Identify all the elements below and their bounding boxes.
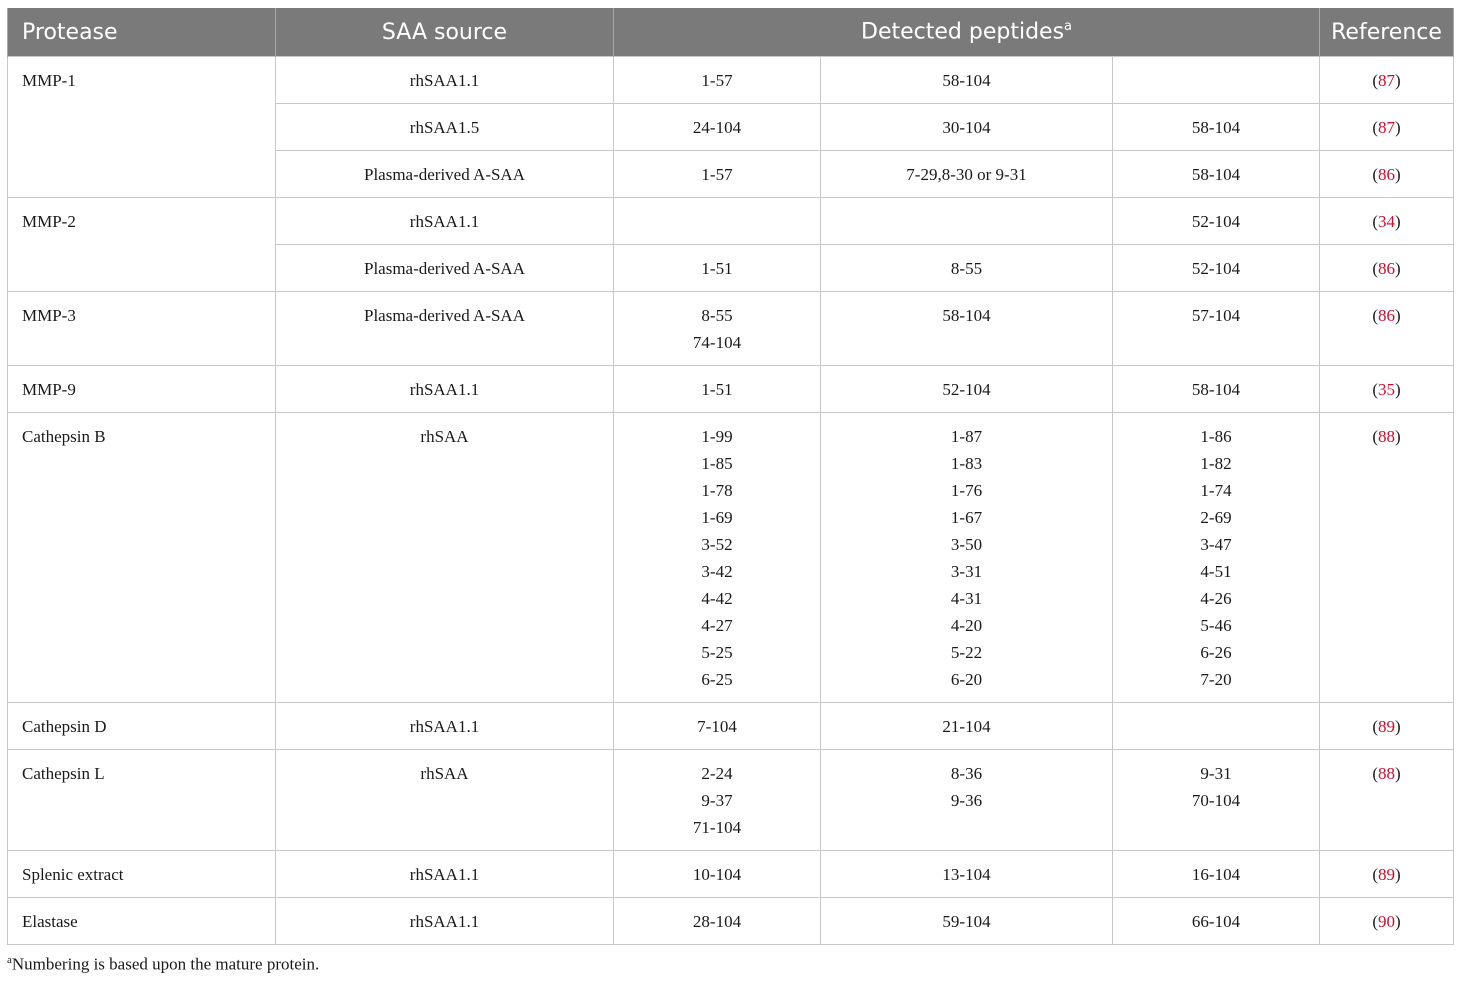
- peptide-range: 1-86: [1200, 427, 1232, 446]
- peptide-range: 7-20: [1200, 670, 1232, 689]
- cell-protease: MMP-2: [8, 198, 276, 245]
- cell-protease: [8, 151, 276, 198]
- table-row: [8, 366, 1454, 413]
- table-row: [8, 245, 1454, 292]
- peptide-range: 1-83: [950, 454, 983, 473]
- peptide-range: 9-37: [701, 791, 733, 810]
- peptide-range: 58-104: [1191, 118, 1241, 137]
- cell-protease: MMP-9: [8, 366, 276, 413]
- cell-reference: (89): [1320, 703, 1454, 750]
- cell-protease: Cathepsin D: [8, 703, 276, 750]
- peptide-range: 2-24: [701, 764, 733, 783]
- cell-saa-source: rhSAA1.1: [276, 366, 614, 413]
- table-row: [8, 413, 1454, 703]
- footnote-text: Numbering is based upon the mature protein.: [11, 954, 320, 974]
- cell-protease: Elastase: [8, 898, 276, 945]
- peptide-range: 52-104: [1191, 259, 1241, 278]
- peptide-range: 5-22: [950, 643, 983, 662]
- peptide-range: 58-104: [942, 306, 991, 325]
- cell-peptides-3: [1113, 57, 1320, 104]
- cell-saa-source: rhSAA1.5: [276, 104, 614, 151]
- footnote-marker: a: [1064, 19, 1073, 35]
- peptide-range: 3-42: [701, 562, 733, 581]
- peptide-range: 7-29,8-30 or 9-31: [906, 165, 1027, 184]
- reference-link[interactable]: 89: [1378, 717, 1396, 736]
- peptide-range: 5-46: [1200, 616, 1232, 635]
- cell-reference: (90): [1320, 898, 1454, 945]
- cell-protease: Splenic extract: [8, 851, 276, 898]
- cell-saa-source: rhSAA1.1: [276, 898, 614, 945]
- cell-reference: (88): [1320, 750, 1454, 851]
- cell-saa-source: rhSAA1.1: [276, 198, 614, 245]
- table-body: [8, 57, 1454, 945]
- table-row: [8, 750, 1454, 851]
- peptide-range: 24-104: [692, 118, 742, 137]
- cell-reference: (89): [1320, 851, 1454, 898]
- peptide-range: 3-31: [950, 562, 983, 581]
- cell-reference: (34): [1320, 198, 1454, 245]
- table-footnote: [7, 954, 319, 975]
- cell-peptides-3: [1113, 366, 1320, 413]
- peptide-range: 1-99: [701, 427, 733, 446]
- cell-peptides-3: [1113, 413, 1320, 703]
- cell-peptides-3: [1113, 151, 1320, 198]
- peptide-range: 1-78: [701, 481, 733, 500]
- peptide-range: 21-104: [942, 717, 991, 736]
- header-detected-peptides: [614, 8, 1320, 57]
- cell-peptides-3: [1113, 245, 1320, 292]
- cell-peptides-2: [821, 851, 1113, 898]
- reference-link[interactable]: 89: [1378, 865, 1396, 884]
- peptide-range: 10-104: [692, 865, 742, 884]
- cell-reference: (35): [1320, 366, 1454, 413]
- peptide-range: 4-31: [950, 589, 983, 608]
- cell-saa-source: rhSAA1.1: [276, 57, 614, 104]
- peptide-range: 13-104: [942, 865, 991, 884]
- peptide-range: 1-87: [950, 427, 983, 446]
- peptide-range: 52-104: [1191, 212, 1241, 231]
- peptide-range: 74-104: [692, 333, 742, 352]
- cell-saa-source: Plasma-derived A-SAA: [276, 151, 614, 198]
- cell-peptides-2: [821, 198, 1113, 245]
- peptide-range: 6-25: [701, 670, 733, 689]
- cell-peptides-1: [614, 198, 821, 245]
- peptide-range: 9-31: [1200, 764, 1232, 783]
- peptide-range: 4-51: [1200, 562, 1232, 581]
- reference-link[interactable]: 86: [1378, 165, 1396, 184]
- cell-peptides-2: [821, 366, 1113, 413]
- peptide-range: 4-27: [701, 616, 733, 635]
- peptide-range: 9-36: [950, 791, 983, 810]
- cell-peptides-2: [821, 703, 1113, 750]
- cell-peptides-1: [614, 104, 821, 151]
- cell-reference: (86): [1320, 151, 1454, 198]
- peptide-range: 3-52: [701, 535, 733, 554]
- peptide-range: 1-69: [701, 508, 733, 527]
- peptide-range: 28-104: [692, 912, 742, 931]
- peptide-range: 30-104: [942, 118, 991, 137]
- cell-peptides-1: [614, 703, 821, 750]
- cell-peptides-3: [1113, 198, 1320, 245]
- peptide-range: 71-104: [692, 818, 742, 837]
- reference-link[interactable]: 90: [1378, 912, 1396, 931]
- peptide-range: 1-57: [701, 165, 733, 184]
- header-reference: Reference: [1320, 8, 1454, 57]
- cell-saa-source: Plasma-derived A-SAA: [276, 245, 614, 292]
- cell-peptides-1: [614, 413, 821, 703]
- cell-saa-source: Plasma-derived A-SAA: [276, 292, 614, 366]
- peptide-range: 8-55: [950, 259, 983, 278]
- reference-link[interactable]: 34: [1378, 212, 1396, 231]
- cell-peptides-2: [821, 292, 1113, 366]
- reference-link[interactable]: 35: [1378, 380, 1396, 399]
- header-saa-source: SAA source: [276, 8, 614, 57]
- reference-link[interactable]: 86: [1378, 259, 1396, 278]
- peptide-range: 58-104: [1191, 165, 1241, 184]
- peptide-range: 4-26: [1200, 589, 1232, 608]
- peptide-range: 6-26: [1200, 643, 1232, 662]
- peptide-range: 1-67: [950, 508, 983, 527]
- cell-peptides-1: [614, 851, 821, 898]
- table-row: [8, 898, 1454, 945]
- cell-peptides-3: [1113, 104, 1320, 151]
- cell-peptides-3: [1113, 750, 1320, 851]
- cell-peptides-1: [614, 151, 821, 198]
- cell-peptides-2: [821, 151, 1113, 198]
- cell-peptides-1: [614, 366, 821, 413]
- peptide-range: 1-82: [1200, 454, 1232, 473]
- table-row: [8, 851, 1454, 898]
- peptide-range: 1-76: [950, 481, 983, 500]
- peptide-range: 58-104: [942, 71, 991, 90]
- peptide-range: 2-69: [1200, 508, 1232, 527]
- cell-saa-source: rhSAA1.1: [276, 851, 614, 898]
- cell-peptides-2: [821, 57, 1113, 104]
- cell-reference: (87): [1320, 104, 1454, 151]
- cell-reference: (86): [1320, 292, 1454, 366]
- cell-saa-source: rhSAA: [276, 750, 614, 851]
- cell-peptides-2: [821, 750, 1113, 851]
- peptide-range: 6-20: [950, 670, 983, 689]
- header-detected-peptides-label: Detected peptides: [861, 19, 1065, 45]
- reference-link[interactable]: 87: [1378, 118, 1396, 137]
- peptide-range: 4-20: [950, 616, 983, 635]
- cell-peptides-2: [821, 898, 1113, 945]
- peptide-range: 3-50: [950, 535, 983, 554]
- peptide-range: 57-104: [1191, 306, 1241, 325]
- cell-peptides-1: [614, 750, 821, 851]
- header-protease: Protease: [8, 8, 276, 57]
- cell-protease: [8, 245, 276, 292]
- peptide-range: 5-25: [701, 643, 733, 662]
- peptide-range: 52-104: [942, 380, 991, 399]
- cell-peptides-3: [1113, 703, 1320, 750]
- peptide-table: [7, 8, 1454, 945]
- cell-peptides-2: [821, 413, 1113, 703]
- cell-peptides-3: [1113, 898, 1320, 945]
- peptide-range: 70-104: [1191, 791, 1241, 810]
- cell-peptides-1: [614, 245, 821, 292]
- cell-protease: Cathepsin L: [8, 750, 276, 851]
- reference-link[interactable]: 86: [1378, 306, 1396, 325]
- peptide-range: 1-51: [701, 259, 733, 278]
- cell-reference: (86): [1320, 245, 1454, 292]
- peptide-range: 1-51: [701, 380, 733, 399]
- peptide-range: 1-85: [701, 454, 733, 473]
- peptide-range: 7-104: [697, 717, 737, 736]
- cell-saa-source: rhSAA1.1: [276, 703, 614, 750]
- peptide-range: 3-47: [1200, 535, 1232, 554]
- cell-protease: [8, 104, 276, 151]
- reference-link[interactable]: 88: [1378, 427, 1396, 446]
- cell-reference: (88): [1320, 413, 1454, 703]
- cell-peptides-3: [1113, 851, 1320, 898]
- peptide-range: 1-57: [701, 71, 733, 90]
- cell-peptides-2: [821, 245, 1113, 292]
- cell-protease: Cathepsin B: [8, 413, 276, 703]
- reference-link[interactable]: 88: [1378, 764, 1396, 783]
- footnote-marker: a: [7, 954, 12, 966]
- peptide-range: 1-74: [1200, 481, 1232, 500]
- reference-link[interactable]: 87: [1378, 71, 1396, 90]
- peptide-range: 59-104: [942, 912, 991, 931]
- cell-peptides-2: [821, 104, 1113, 151]
- table-row: [8, 292, 1454, 366]
- peptide-range: 4-42: [701, 589, 733, 608]
- peptide-range: 8-36: [950, 764, 983, 783]
- table-header-row: [8, 8, 1454, 57]
- peptide-range: 16-104: [1191, 865, 1241, 884]
- table-row: [8, 57, 1454, 104]
- table-row: [8, 151, 1454, 198]
- cell-peptides-1: [614, 292, 821, 366]
- peptide-range: 8-55: [701, 306, 733, 325]
- cell-reference: (87): [1320, 57, 1454, 104]
- cell-saa-source: rhSAA: [276, 413, 614, 703]
- cell-protease: MMP-3: [8, 292, 276, 366]
- table-row: [8, 104, 1454, 151]
- cell-protease: MMP-1: [8, 57, 276, 104]
- peptide-range: 66-104: [1191, 912, 1241, 931]
- cell-peptides-1: [614, 57, 821, 104]
- cell-peptides-3: [1113, 292, 1320, 366]
- table-row: [8, 198, 1454, 245]
- peptide-range: 58-104: [1191, 380, 1241, 399]
- cell-peptides-1: [614, 898, 821, 945]
- table-row: [8, 703, 1454, 750]
